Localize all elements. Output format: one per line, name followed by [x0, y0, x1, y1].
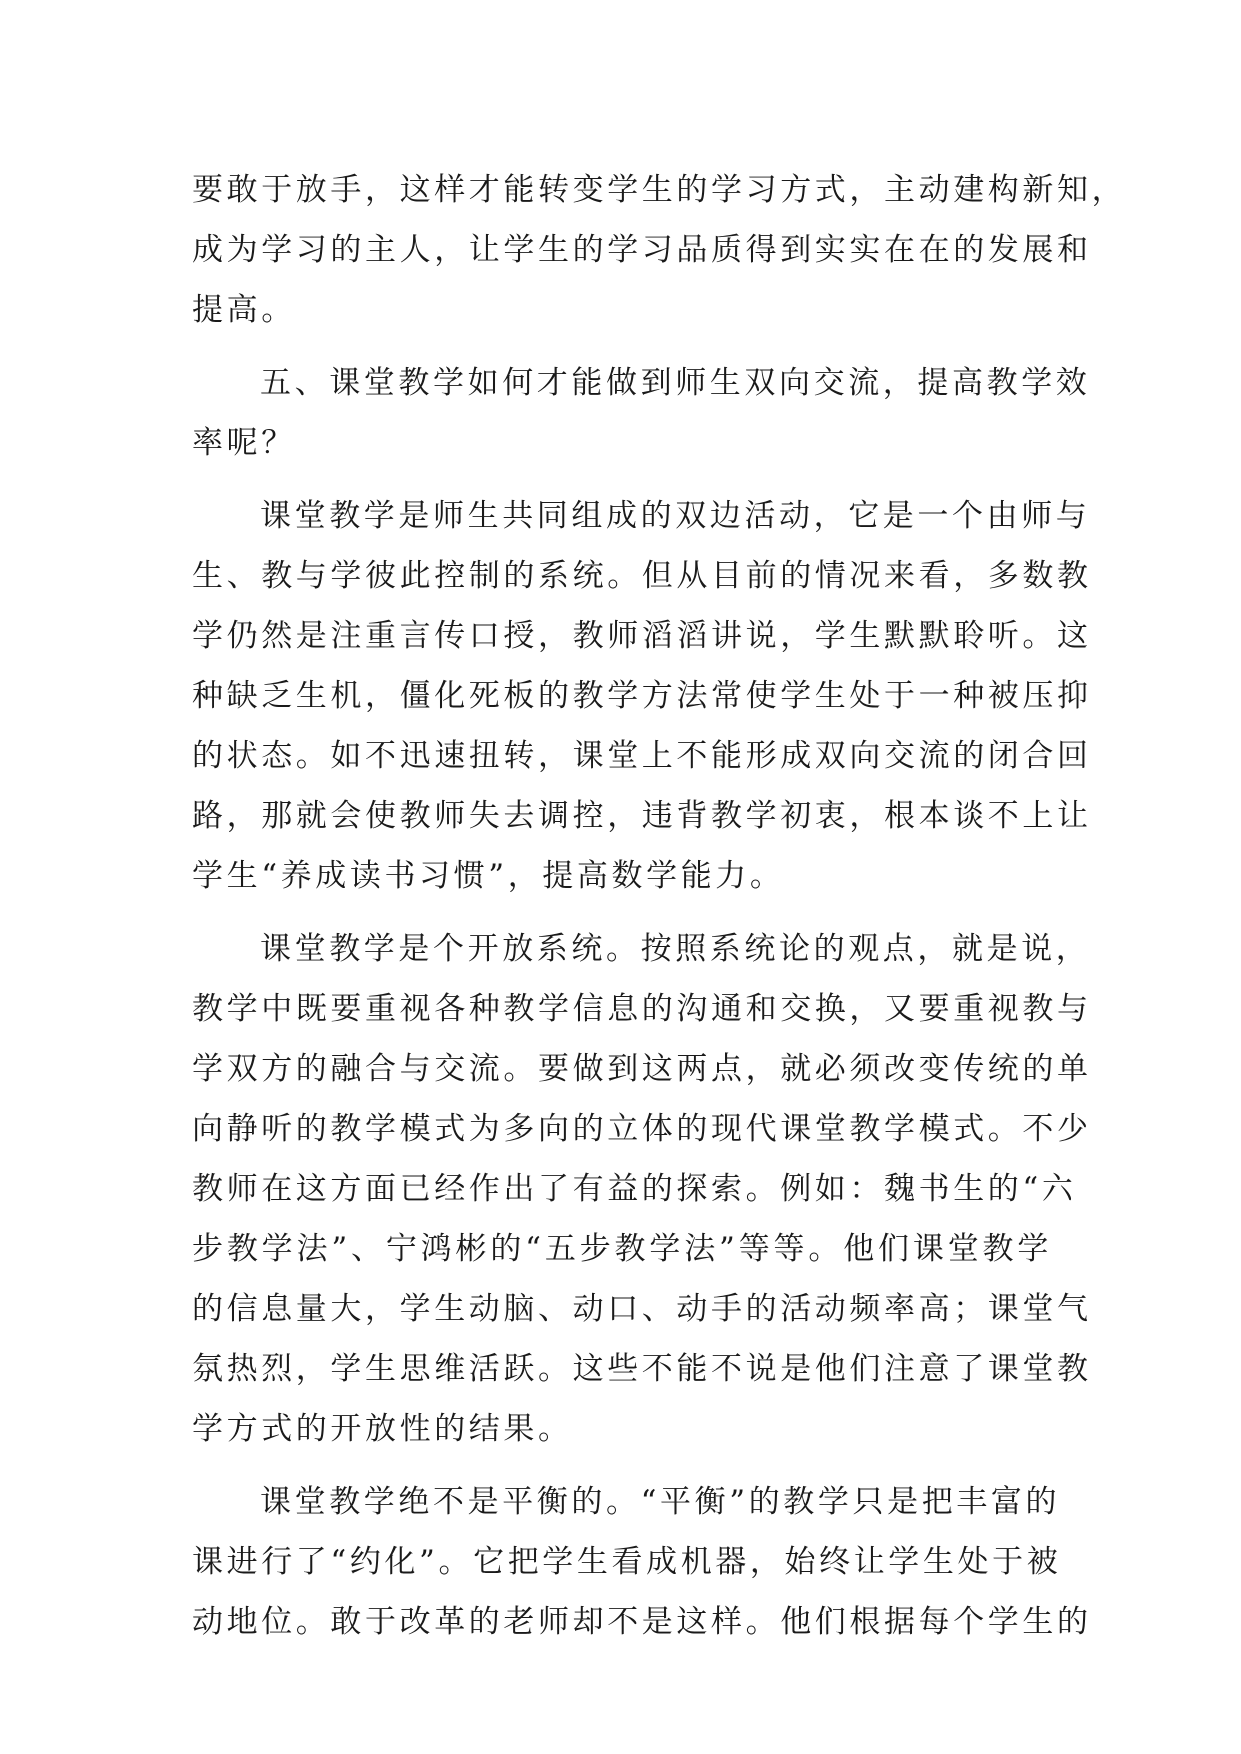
- text-line: 种缺乏生机，僵化死板的教学方法常使学生处于一种被压抑: [192, 678, 1092, 714]
- paragraph-4: [192, 1472, 1092, 1652]
- text-line: 课进行了“约化”。它把学生看成机器，始终让学生处于被: [192, 1544, 1062, 1580]
- text-line: 课堂教学是个开放系统。按照系统论的观点，就是说，: [260, 931, 1091, 967]
- text-line: 课堂教学是师生共同组成的双边活动，它是一个由师与: [260, 498, 1091, 534]
- paragraph-2: [192, 486, 1092, 906]
- text-line: 氛热烈，学生思维活跃。这些不能不说是他们注意了课堂教: [192, 1351, 1092, 1387]
- text-line: 成为学习的主人，让学生的学习品质得到实实在在的发展和: [192, 232, 1092, 268]
- text-line: 的状态。如不迅速扭转，课堂上不能形成双向交流的闭合回: [192, 738, 1092, 774]
- text-line: 要敢于放手，这样才能转变学生的学习方式，主动建构新知，: [192, 172, 1127, 208]
- text-line: 五、课堂教学如何才能做到师生双向交流，提高教学效: [260, 365, 1091, 401]
- text-line: 教学中既要重视各种教学信息的沟通和交换，又要重视教与: [192, 991, 1092, 1027]
- text-line: 学方式的开放性的结果。: [192, 1411, 573, 1447]
- text-line: 路，那就会使教师失去调控，违背教学初衷，根本谈不上让: [192, 798, 1092, 834]
- text-line: 教师在这方面已经作出了有益的探索。例如：魏书生的“六: [192, 1171, 1077, 1207]
- text-line: 动地位。敢于改革的老师却不是这样。他们根据每个学生的: [192, 1604, 1092, 1640]
- text-line: 学双方的融合与交流。要做到这两点，就必须改变传统的单: [192, 1051, 1092, 1087]
- text-line: 的信息量大，学生动脑、动口、动手的活动频率高；课堂气: [192, 1291, 1092, 1327]
- text-line: 步教学法”、宁鸿彬的“五步教学法”等等。他们课堂教学: [192, 1231, 1052, 1267]
- text-line: 课堂教学绝不是平衡的。“平衡”的教学只是把丰富的: [260, 1484, 1061, 1520]
- section-heading: [192, 353, 1091, 473]
- text-line: 学生“养成读书习惯”，提高数学能力。: [192, 858, 785, 894]
- text-line: 生、教与学彼此控制的系统。但从目前的情况来看，多数教: [192, 558, 1092, 594]
- text-line: 率呢？: [192, 425, 296, 461]
- paragraph-3: [192, 919, 1092, 1459]
- text-line: 提高。: [192, 292, 296, 328]
- document-body: [192, 160, 1127, 1652]
- text-line: 学仍然是注重言传口授，教师滔滔讲说，学生默默聆听。这: [192, 618, 1092, 654]
- paragraph-1: [192, 160, 1127, 340]
- text-line: 向静听的教学模式为多向的立体的现代课堂教学模式。不少: [192, 1111, 1092, 1147]
